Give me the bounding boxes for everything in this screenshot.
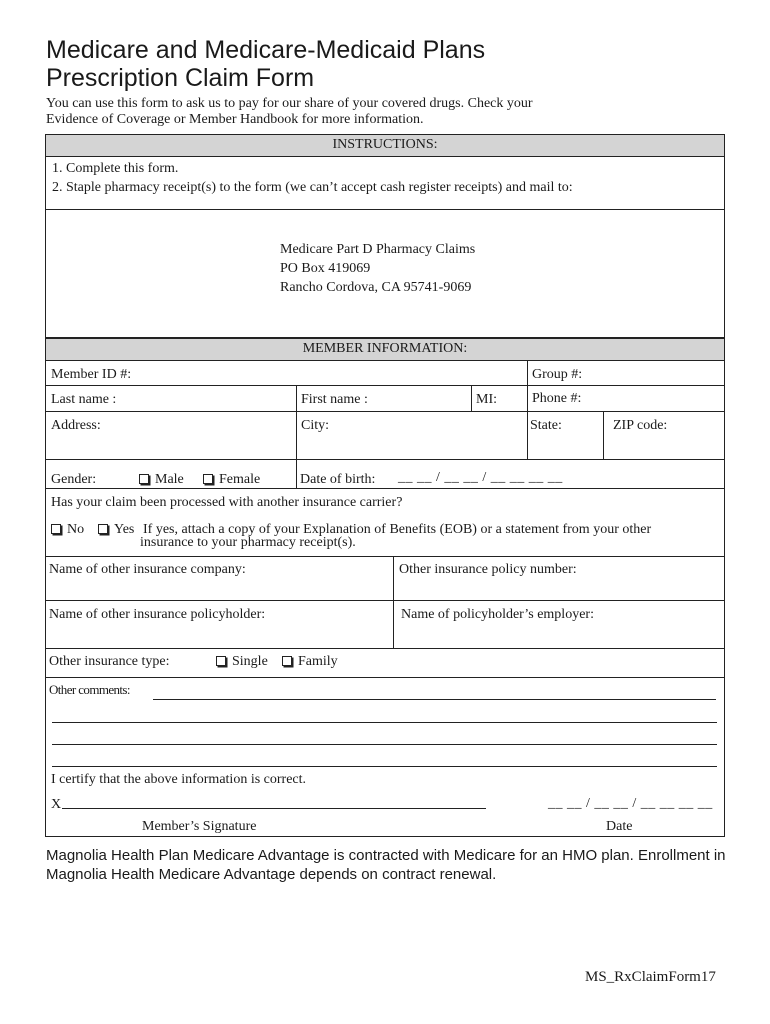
column-divider (603, 412, 604, 459)
row-divider (45, 600, 725, 601)
yes-checkbox[interactable] (98, 524, 108, 534)
column-divider (527, 412, 528, 459)
single-label: Single (232, 654, 268, 669)
instruction-step-2: 2. Staple pharmacy receipt(s) to the form (we can’t accept cash register receipts) and mail to: (52, 180, 573, 195)
insurance-type-family-option[interactable] (282, 654, 338, 670)
form-title-line1: Medicare and Medicare-Medicaid Plans (46, 36, 486, 64)
insurance-type-single-option[interactable] (216, 654, 268, 670)
address-field[interactable]: Address: (51, 418, 101, 433)
other-policy-number-field[interactable]: Other insurance policy number: (399, 562, 577, 577)
comments-line[interactable] (52, 766, 717, 767)
yes-label: Yes (114, 522, 135, 537)
gender-female-option[interactable] (203, 472, 260, 488)
gender-label: Gender: (51, 472, 97, 487)
intro-line2: Evidence of Coverage or Member Handbook for more information. (46, 112, 424, 127)
comments-line[interactable] (52, 722, 717, 723)
other-comments-label: Other comments: (49, 682, 130, 697)
footer-line2: Magnolia Health Medicare Advantage depends on contract renewal. (46, 866, 497, 883)
female-label: Female (219, 472, 261, 487)
middle-initial-field[interactable]: MI: (476, 392, 497, 407)
no-label: No (67, 522, 85, 537)
gender-male-option[interactable] (139, 472, 184, 488)
other-carrier-yes-option[interactable] (98, 522, 134, 538)
phone-field[interactable]: Phone #: (532, 391, 582, 406)
other-insurance-company-field[interactable]: Name of other insurance company: (49, 562, 246, 577)
address-line-1: Medicare Part D Pharmacy Claims (280, 242, 476, 257)
comments-line[interactable] (52, 744, 717, 745)
other-carrier-no-option[interactable] (51, 522, 84, 538)
last-name-field[interactable]: Last name : (51, 392, 117, 407)
eob-note-line1: If yes, attach a copy of your Explanation of Benefits (EOB) or a statement from your other (143, 522, 652, 537)
male-checkbox[interactable] (139, 474, 149, 484)
column-divider (296, 386, 297, 488)
mailing-address-box (45, 209, 725, 338)
single-checkbox[interactable] (216, 656, 226, 666)
certification-statement: I certify that the above information is correct. (51, 772, 307, 787)
row-divider (45, 459, 725, 460)
intro-text (46, 96, 646, 128)
instruction-step-1: 1. Complete this form. (52, 161, 179, 176)
address-line-2: PO Box 419069 (280, 261, 371, 276)
form-title-line2: Prescription Claim Form (46, 64, 315, 92)
date-of-birth-field[interactable]: __ __ / __ __ / __ __ __ __ (398, 470, 563, 485)
date-of-birth-label: Date of birth: (300, 472, 376, 487)
insurance-type-label: Other insurance type: (49, 654, 170, 669)
member-info-heading: MEMBER INFORMATION: (45, 338, 725, 361)
state-field[interactable]: State: (530, 418, 562, 433)
column-divider (393, 557, 394, 648)
row-divider (45, 648, 725, 649)
zip-code-field[interactable]: ZIP code: (613, 418, 668, 433)
signature-x-mark: X (51, 797, 62, 812)
first-name-field[interactable]: First name : (301, 392, 368, 407)
footer-line1: Magnolia Health Plan Medicare Advantage is contracted with Medicare for an HMO plan. Enrollment in (46, 847, 726, 864)
no-checkbox[interactable] (51, 524, 61, 534)
row-divider (45, 385, 725, 386)
group-number-field[interactable]: Group #: (532, 367, 583, 382)
male-label: Male (155, 472, 184, 487)
other-carrier-question: Has your claim been processed with another insurance carrier? (51, 495, 403, 510)
signature-date-field[interactable]: __ __ / __ __ / __ __ __ __ (548, 796, 713, 811)
member-id-field[interactable]: Member ID #: (51, 367, 132, 382)
intro-line1: You can use this form to ask us to pay for our share of your covered drugs. Check your (46, 96, 533, 111)
comments-line[interactable] (153, 699, 716, 700)
column-divider (527, 361, 528, 411)
signature-label: Member’s Signature (142, 819, 257, 834)
city-field[interactable]: City: (301, 418, 330, 433)
family-checkbox[interactable] (282, 656, 292, 666)
instructions-heading: INSTRUCTIONS: (45, 134, 725, 157)
row-divider (45, 488, 725, 489)
row-divider (45, 411, 725, 412)
footer-disclaimer (46, 846, 726, 884)
address-line-3: Rancho Cordova, CA 95741-9069 (280, 280, 472, 295)
family-label: Family (298, 654, 338, 669)
eob-note-line2: insurance to your pharmacy receipt(s). (140, 535, 356, 550)
other-policyholder-field[interactable]: Name of other insurance policyholder: (49, 607, 266, 622)
form-title (46, 36, 485, 92)
policyholder-employer-field[interactable]: Name of policyholder’s employer: (401, 607, 594, 622)
row-divider (45, 556, 725, 557)
date-label: Date (606, 819, 633, 834)
signature-line[interactable] (62, 808, 486, 809)
column-divider (471, 386, 472, 411)
row-divider (45, 677, 725, 678)
form-code: MS_RxClaimForm17 (585, 969, 716, 985)
female-checkbox[interactable] (203, 474, 213, 484)
